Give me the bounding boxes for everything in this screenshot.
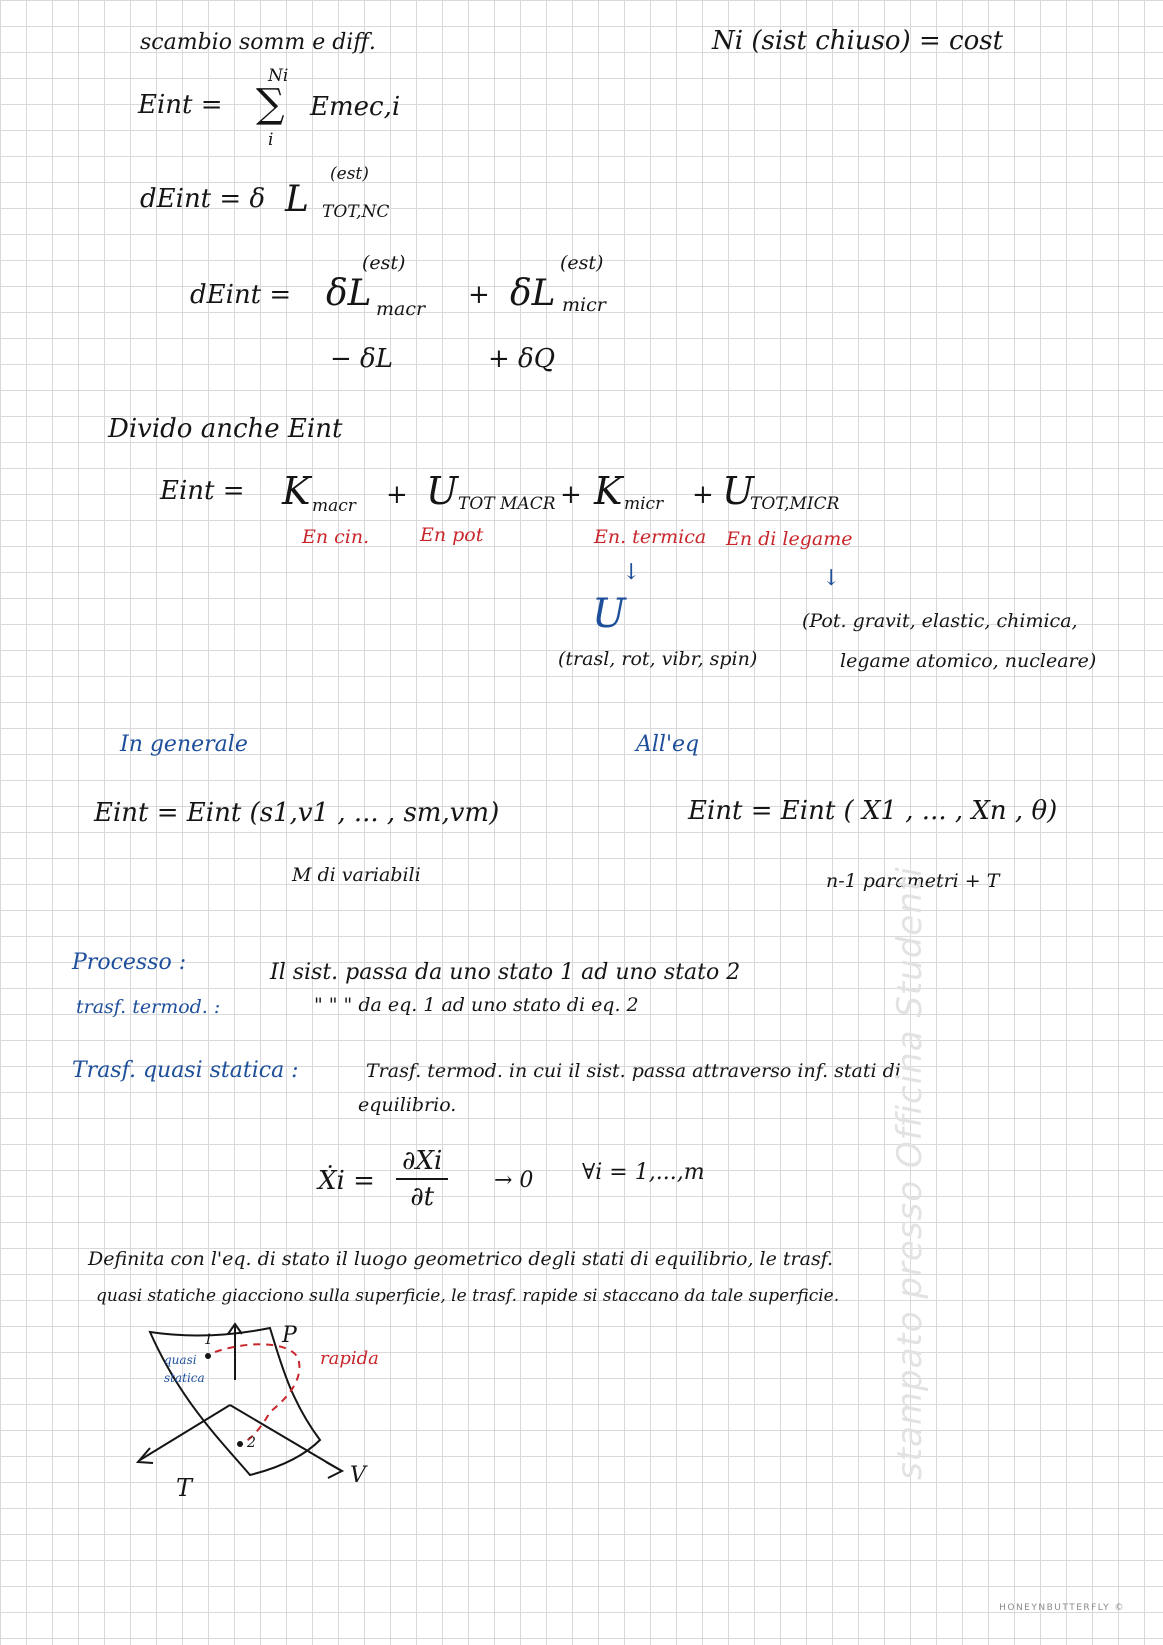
eq-deint2-plus: + <box>468 280 490 310</box>
rapid-path <box>215 1344 299 1445</box>
label-statica: statica <box>164 1371 205 1385</box>
axis-t-label: T <box>176 1474 193 1502</box>
generale-title: In generale <box>120 732 248 757</box>
legame-detail-2: legame atomico, nucleare) <box>840 650 1097 672</box>
derivative-lhs: Ẋi = <box>318 1166 375 1196</box>
equilibrio-note: n-1 parametri + T <box>826 870 1000 892</box>
u-symbol: U <box>592 591 626 637</box>
label-quasi: quasi <box>164 1353 197 1367</box>
u-tot-micr: U <box>722 469 755 513</box>
processo-text: Il sist. passa da uno stato 1 ad uno stato 2 <box>270 960 741 985</box>
plus-3: + <box>692 480 714 510</box>
closing-line-2: quasi statiche giacciono sulla superficie, le trasf. rapide si staccano da tale superficie. <box>96 1286 840 1306</box>
point-1-label: 1 <box>204 1332 213 1348</box>
u-tot-micr-sub: TOT,MICR <box>750 494 840 514</box>
k-micr-sub: micr <box>624 494 664 514</box>
footer-credit: HONEYNBUTTERFLY © <box>999 1603 1125 1613</box>
axis-v-arrow-icon <box>326 1462 342 1478</box>
eq-deint2-term1-sub: macr <box>376 298 426 320</box>
axis-p-label: P <box>282 1323 297 1348</box>
arrow-down-icon: ↓ <box>822 566 841 591</box>
eq-deint2-term2: δL <box>510 273 556 314</box>
quasistatico-text-1: Trasf. termod. in cui il sist. passa attraverso inf. stati di <box>366 1060 901 1082</box>
eq-deint2-term1-sup: (est) <box>362 252 406 274</box>
k-macr: K <box>282 469 311 513</box>
equilibrio-title: All'eq <box>636 732 700 757</box>
equilibrio-eq: Eint = Eint ( X1 , ... , Xn , θ) <box>688 796 1058 826</box>
k-micr: K <box>594 469 623 513</box>
eq-decomp-lhs: Eint = <box>160 476 245 506</box>
generale-note: M di variabili <box>292 864 421 886</box>
point-1-marker <box>205 1353 211 1359</box>
trasf-termod-label: trasf. termod. : <box>76 996 221 1018</box>
eq-eint-sum-rhs: Emec,i <box>310 92 401 122</box>
u-tot-macr: U <box>426 469 459 513</box>
label-en-legame: En di legame <box>726 528 853 550</box>
plus-2: + <box>560 480 582 510</box>
u-tot-macr-sub: TOT MACR <box>458 494 556 514</box>
derivative-forall: ∀i = 1,...,m <box>582 1160 705 1185</box>
derivative-arrow: → 0 <box>494 1168 534 1193</box>
eq-deint-L: L <box>285 179 309 220</box>
label-en-termica: En. termica <box>594 526 707 548</box>
eq-deint2-minus: − δL <box>330 344 393 374</box>
axis-t-line <box>140 1405 230 1460</box>
eq-deint-sup: (est) <box>330 164 369 184</box>
plus-1: + <box>386 480 408 510</box>
closing-line-1: Definita con l'eq. di stato il luogo geometrico degli stati di equilibrio, le trasf. <box>88 1248 834 1270</box>
quasistatico-label: Trasf. quasi statica : <box>72 1058 299 1083</box>
header-left: scambio somm e diff. <box>140 30 376 55</box>
point-2-marker <box>237 1441 243 1447</box>
k-macr-sub: macr <box>312 496 356 516</box>
u-detail: (trasl, rot, vibr, spin) <box>558 648 758 670</box>
eq-eint-sum-lhs: Eint = <box>138 90 223 120</box>
sigma-bottom: i <box>268 130 274 150</box>
sigma-symbol: ∑ <box>256 81 285 127</box>
divide-title: Divido anche Eint <box>108 414 343 444</box>
legame-detail-1: (Pot. gravit, elastic, chimica, <box>802 610 1078 632</box>
eq-deint2-term2-sup: (est) <box>560 252 604 274</box>
derivative-fraction <box>396 1146 448 1212</box>
processo-label: Processo : <box>72 950 187 975</box>
eq-deint2-lhs: dEint = <box>190 280 292 310</box>
label-en-cin: En cin. <box>302 526 370 548</box>
quasistatico-text-2: equilibrio. <box>358 1094 457 1116</box>
pvt-diagram <box>120 1320 440 1560</box>
eq-deint2-plusq: + δQ <box>488 344 556 374</box>
derivative-num: ∂Xi <box>396 1146 448 1180</box>
arrow-down-icon: ↓ <box>622 560 641 585</box>
generale-eq: Eint = Eint (s1,v1 , ... , sm,vm) <box>94 798 500 828</box>
label-rapida: rapida <box>320 1348 379 1369</box>
derivative-den: ∂t <box>410 1182 435 1212</box>
eq-deint2-term2-sub: micr <box>562 294 606 316</box>
trasf-termod-text: " " " da eq. 1 ad uno stato di eq. 2 <box>314 994 639 1016</box>
label-en-pot: En pot <box>420 524 484 546</box>
axis-v-label: V <box>350 1463 366 1488</box>
eq-deint-sub: TOT,NC <box>322 202 390 222</box>
watermark: stampato presso Officina Studenti <box>890 866 930 1480</box>
point-2-label: 2 <box>247 1435 256 1451</box>
eq-deint2-term1: δL <box>326 273 372 314</box>
sigma-top: Ni <box>268 66 289 86</box>
eq-deint-lhs: dEint = δ <box>140 184 266 214</box>
header-right: Ni (sist chiuso) = cost <box>712 26 1004 56</box>
